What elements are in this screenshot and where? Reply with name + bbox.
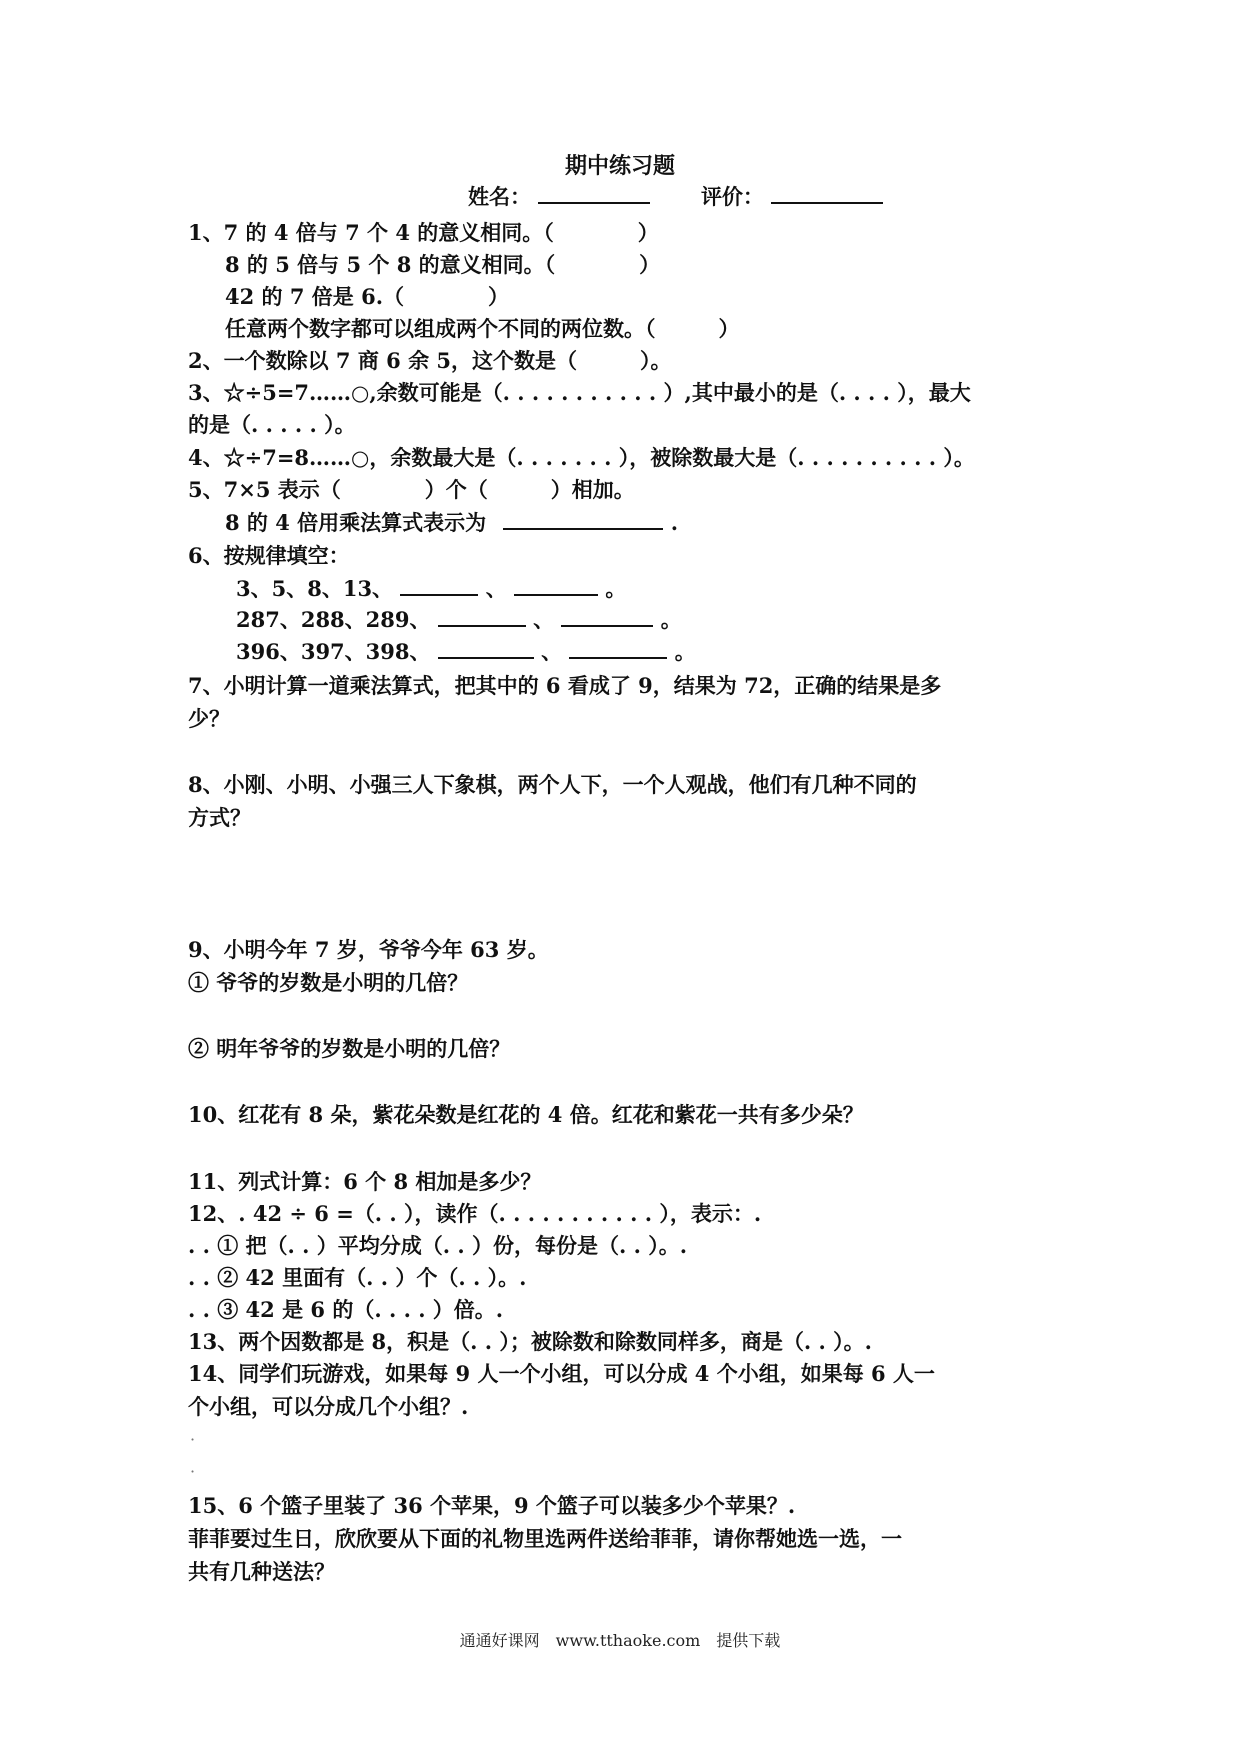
- q15-line-c: 共有几种送法？: [188, 1559, 335, 1584]
- q9-item-2: ② 明年爷爷的岁数是小明的几倍？: [188, 1036, 511, 1061]
- q6-row-3-sep: 、: [541, 639, 563, 664]
- q6-row-1-prefix: 3、5、8、13、: [236, 576, 394, 601]
- q1-line-a: 1、7 的 4 倍与 7 个 4 的意义相同。（ ）: [188, 220, 659, 245]
- q6-row-2-blank-1[interactable]: [438, 607, 526, 627]
- q5-line-b: [225, 508, 678, 538]
- q6-row-2: [236, 605, 682, 635]
- q12-line-b: . . ① 把（. . ）平均分成（. . ）份，每份是（. . ）。.: [188, 1233, 688, 1258]
- q10: 10、红花有 8 朵，紫花朵数是红花的 4 倍。红花和紫花一共有多少朵？: [188, 1102, 864, 1127]
- q13: 13、两个因数都是 8，积是（. . ）；被除数和除数同样多，商是（. . ）。.: [188, 1329, 872, 1354]
- page-title: 期中练习题: [564, 153, 675, 179]
- name-blank[interactable]: [538, 184, 650, 204]
- name-label: 姓名：: [468, 184, 531, 209]
- eval-label: 评价：: [700, 184, 764, 209]
- header-row: [468, 182, 883, 212]
- q6-row-3-end: 。: [674, 639, 696, 664]
- q5-b-text: 8 的 4 倍用乘法算式表示为: [225, 510, 487, 535]
- q8-line-a: 8、小刚、小明、小强三人下象棋，两个人下，一个人观战，他们有几种不同的: [188, 772, 917, 797]
- q5-line-a: 5、7×5 表示（ ）个（ ）相加。: [188, 477, 635, 502]
- q6-title: 6、按规律填空：: [188, 543, 350, 568]
- q1-line-c: 42 的 7 倍是 6.（ ）: [225, 284, 510, 309]
- q3-line-b: 的是（. . . . . ）。: [188, 412, 356, 437]
- q12-line-d: . . ③ 42 是 6 的（. . . . ）倍。.: [188, 1297, 504, 1322]
- q6-row-2-prefix: 287、288、289、: [236, 607, 431, 632]
- q9-item-1: ① 爷爷的岁数是小明的几倍？: [188, 970, 469, 995]
- q7-line-a: 7、小明计算一道乘法算式，把其中的 6 看成了 9，结果为 72，正确的结果是多: [188, 673, 942, 698]
- q5-answer-blank[interactable]: [503, 510, 663, 530]
- q4: 4、☆÷7=8……○，余数最大是（. . . . . . . ），被除数最大是（. . . . . . . . . . ）。: [188, 445, 975, 470]
- q3-line-a: 3、☆÷5=7……○,余数可能是（. . . . . . . . . . . ）,其中最小的是（. . . . ），最大: [188, 380, 971, 405]
- eval-blank[interactable]: [771, 184, 883, 204]
- q12-line-a: 12、. 42 ÷ 6 =（. . ），读作（. . . . . . . . . . . ），表示：.: [188, 1201, 762, 1226]
- q1-line-b: 8 的 5 倍与 5 个 8 的意义相同。（ ）: [225, 252, 661, 277]
- q6-row-3-blank-1[interactable]: [438, 639, 534, 659]
- q1-line-d: 任意两个数字都可以组成两个不同的两位数。（ ）: [225, 316, 740, 341]
- q6-row-2-blank-2[interactable]: [561, 607, 653, 627]
- q6-row-2-end: 。: [660, 607, 682, 632]
- q6-row-3: [236, 637, 696, 667]
- q14-line-a: 14、同学们玩游戏，如果每 9 人一个小组，可以分成 4 个小组，如果每 6 人一: [188, 1361, 935, 1386]
- q6-row-1-blank-1[interactable]: [400, 576, 478, 596]
- q9-line-a: 9、小明今年 7 岁，爷爷今年 63 岁。: [188, 937, 549, 962]
- q6-row-3-blank-2[interactable]: [569, 639, 667, 659]
- footer-credit: 通通好课网 www.tthaoke.com 提供下载: [459, 1631, 781, 1650]
- q15-line-b: 菲菲要过生日，欣欣要从下面的礼物里选两件送给菲菲，请你帮她选一选，一: [188, 1526, 902, 1551]
- q14-line-b: 个小组，可以分成几个小组？.: [188, 1394, 469, 1419]
- q12-line-c: . . ② 42 里面有（. . ）个（. . ）。.: [188, 1265, 527, 1290]
- q6-row-1: [236, 574, 626, 604]
- stray-dot: ·: [190, 1462, 196, 1481]
- stray-dot: ·: [190, 1430, 196, 1449]
- q5-b-end: .: [670, 510, 679, 535]
- q6-row-1-blank-2[interactable]: [514, 576, 598, 596]
- q15-line-a: 15、6 个篮子里装了 36 个苹果，9 个篮子可以装多少个苹果？.: [188, 1493, 796, 1518]
- q6-row-1-sep: 、: [485, 576, 507, 601]
- q7-line-b: 少？: [188, 706, 230, 731]
- q6-row-3-prefix: 396、397、398、: [236, 639, 431, 664]
- q11: 11、列式计算：6 个 8 相加是多少？: [188, 1169, 542, 1194]
- q8-line-b: 方式？: [188, 805, 251, 830]
- q2: 2、一个数除以 7 商 6 余 5，这个数是（ ）。: [188, 348, 672, 373]
- q6-row-1-end: 。: [605, 576, 627, 601]
- q6-row-2-sep: 、: [533, 607, 555, 632]
